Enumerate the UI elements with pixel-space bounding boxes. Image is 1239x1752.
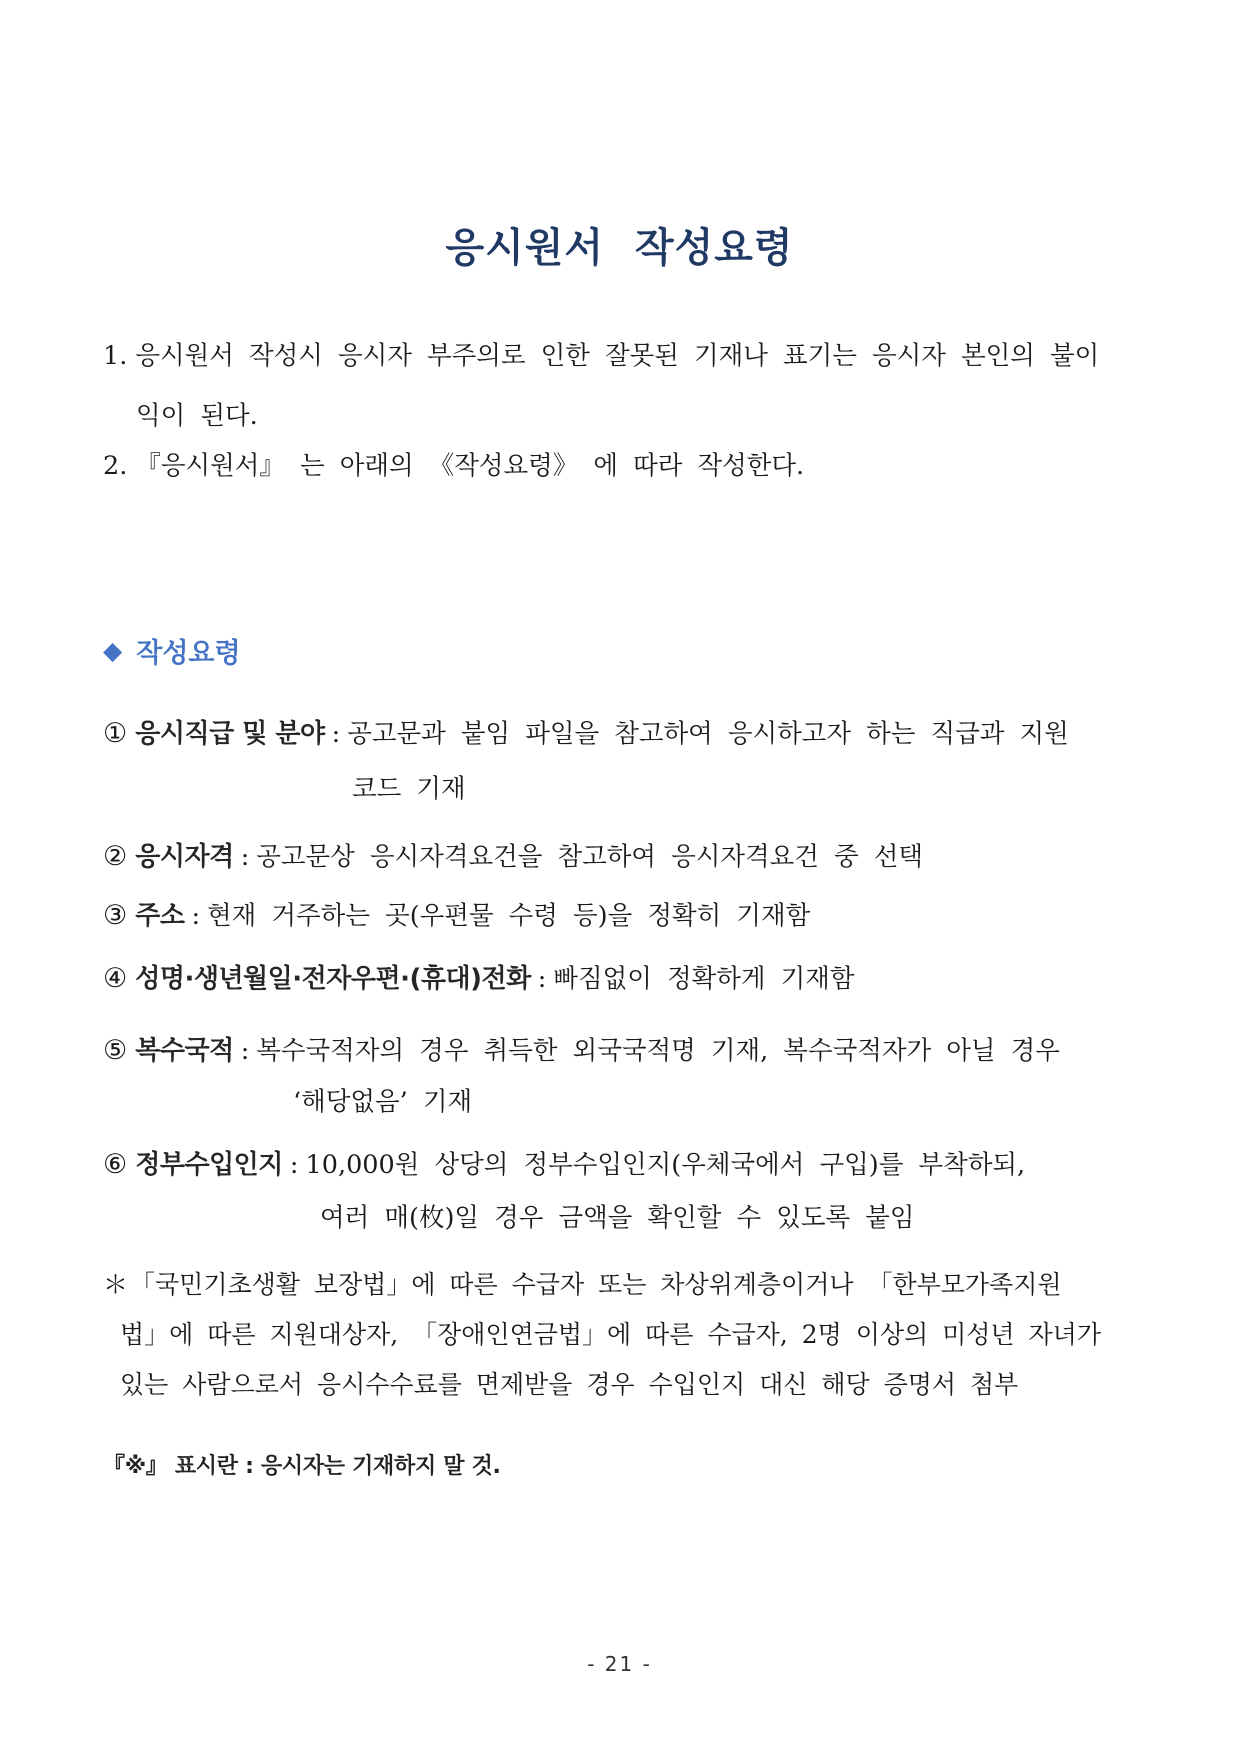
guide-item-5: [103, 1035, 1139, 1117]
item-description-continuation: ‘해당없음’ 기재: [293, 1086, 473, 1117]
item-description: 공고문상 응시자격요건을 참고하여 응시자격요건 중 선택: [256, 842, 924, 873]
page-title: 응시원서 작성요령: [445, 225, 794, 271]
guide-item-1: [103, 718, 1139, 804]
circled-number-icon: ④: [103, 962, 128, 994]
intro-text: 응시원서 작성시 응시자 부주의로 인한 잘못된 기재나 표기는 응시자 본인의 불이: [135, 341, 1100, 371]
intro-text: 『응시원서』 는 아래의 《작성요령》 에 따라 작성한다.: [135, 450, 805, 481]
item-description: 복수국적자의 경우 취득한 외국국적명 기재, 복수국적자가 아닐 경우: [256, 1035, 1060, 1066]
diamond-icon: ◆: [103, 635, 123, 665]
note-text: 「국민기초생활 보장법」에 따른 수급자 또는 차상위계층이거나 「한부모가족지원: [130, 1270, 1062, 1300]
asterisk-marker: ＊: [103, 1270, 129, 1300]
item-description-continuation: 코드 기재: [352, 773, 466, 804]
section-heading-label: 작성요령: [136, 637, 241, 669]
item-description: 공고문과 붙임 파일을 참고하여 응시하고자 하는 직급과 지원: [347, 718, 1069, 749]
item-label: 성명·생년월일·전자우편·(휴대)전화: [135, 963, 531, 994]
item-label: 응시직급 및 분야: [135, 718, 325, 749]
item-label: 복수국적: [135, 1035, 234, 1066]
item-label: 응시자격: [135, 842, 234, 873]
colon-separator: :: [191, 901, 201, 932]
item-number: 1.: [103, 341, 128, 371]
circled-number-icon: ⑤: [103, 1034, 128, 1066]
circled-number-icon: ①: [103, 717, 128, 749]
do-not-fill-note: 『※』 표시란 : 응시자는 기재하지 말 것.: [103, 1454, 501, 1480]
guide-item-4: [103, 963, 1139, 995]
item-description-continuation: 여러 매(枚)일 경우 금액을 확인할 수 있도록 붙임: [320, 1202, 915, 1233]
fee-waiver-note: [103, 1271, 1139, 1399]
note-line: [103, 1271, 1139, 1300]
item-label: 정부수입인지: [135, 1150, 283, 1181]
item-description: 현재 거주하는 곳(우편물 수령 등)을 정확히 기재함: [207, 901, 811, 932]
page-content: [0, 342, 1239, 1480]
guide-item-3: [103, 900, 1139, 932]
item-number: 2.: [103, 450, 128, 481]
colon-separator: :: [537, 963, 547, 994]
intro-item-2: [103, 452, 1139, 481]
colon-separator: :: [240, 1035, 250, 1066]
circled-number-icon: ③: [103, 900, 128, 932]
intro-item-1: [103, 342, 1139, 432]
circled-number-icon: ②: [103, 841, 128, 873]
note-line: 법」에 따른 지원대상자, 「장애인연금법」에 따른 수급자, 2명 이상의 미성년 자녀가: [120, 1319, 1101, 1349]
item-label: 주소: [135, 901, 185, 932]
circled-number-icon: ⑥: [103, 1149, 128, 1181]
item-description: 10,000원 상당의 정부수입인지(우체국에서 구입)를 부착하되,: [305, 1150, 1026, 1181]
colon-separator: :: [331, 718, 341, 749]
colon-separator: :: [289, 1150, 299, 1181]
colon-separator: :: [240, 842, 250, 873]
item-description: 빠짐없이 정확하게 기재함: [553, 963, 855, 994]
guide-item-2: [103, 841, 1139, 873]
note-line: 있는 사람으로서 응시수수료를 면제받을 경우 수입인지 대신 해당 증명서 첨부: [120, 1369, 1019, 1399]
intro-text-continuation: 익이 된다.: [136, 401, 258, 432]
guide-item-6: [103, 1149, 1139, 1233]
section-heading: [103, 631, 1139, 670]
page-number: - 21 -: [587, 1652, 652, 1676]
